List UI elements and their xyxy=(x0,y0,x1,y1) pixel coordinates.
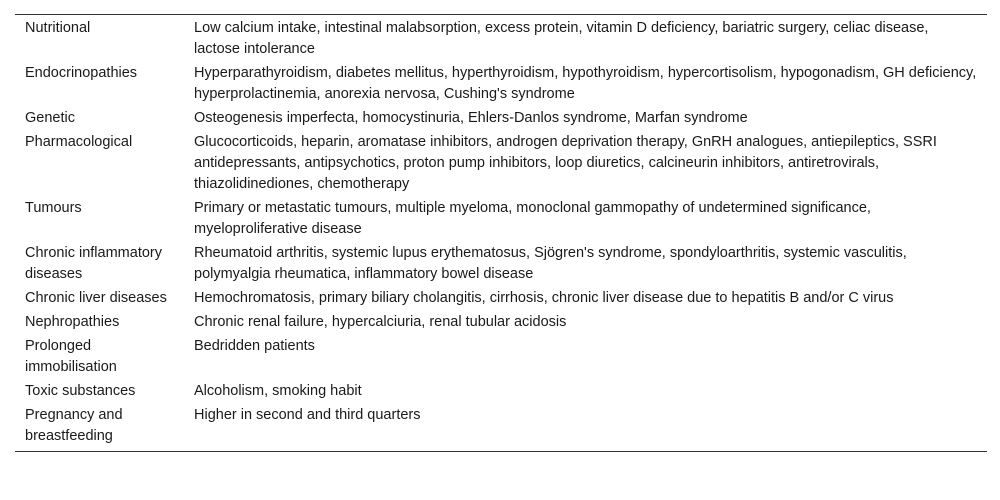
category-cell: Chronic inflammatory diseases xyxy=(25,245,162,282)
table-row xyxy=(15,106,987,130)
category-cell: Toxic substances xyxy=(25,383,136,399)
table-row xyxy=(15,130,987,196)
causes-cell: Low calcium intake, intestinal malabsorption, excess protein, vitamin D deficiency, bariatric surgery, celiac disease, lactose intolerance xyxy=(194,20,929,57)
table-row xyxy=(15,403,987,452)
causes-cell: Glucocorticoids, heparin, aromatase inhibitors, androgen deprivation therapy, GnRH analogues, antiepileptics, SSRI antidepressants, antipsychotics, proton pump inhibitors, loop diuretics, calcineurin inhibitors, antiretrovirals, thiazolidinediones, chemotherapy xyxy=(194,134,937,192)
table-row xyxy=(15,286,987,310)
category-cell: Chronic liver diseases xyxy=(25,290,167,306)
category-cell: Endocrinopathies xyxy=(25,65,138,81)
category-cell: Tumours xyxy=(25,200,82,216)
secondary-osteoporosis-causes-table-container xyxy=(15,14,987,452)
category-cell: Pregnancy and breastfeeding xyxy=(25,407,123,444)
causes-table xyxy=(15,14,987,452)
causes-cell: Chronic renal failure, hypercalciuria, renal tubular acidosis xyxy=(194,314,567,330)
category-cell: Genetic xyxy=(25,110,75,126)
table-row xyxy=(15,310,987,334)
table-row xyxy=(15,241,987,286)
causes-cell: Primary or metastatic tumours, multiple myeloma, monoclonal gammopathy of undetermined significance, myeloproliferative disease xyxy=(194,200,871,237)
table-row xyxy=(15,61,987,106)
category-cell: Nephropathies xyxy=(25,314,120,330)
causes-cell: Rheumatoid arthritis, systemic lupus erythematosus, Sjögren's syndrome, spondyloarthritis, systemic vasculitis, polymyalgia rheumatica, inflammatory bowel disease xyxy=(194,245,907,282)
category-cell: Pharmacological xyxy=(25,134,133,150)
table-row xyxy=(15,379,987,403)
causes-table-body xyxy=(15,15,987,452)
table-row xyxy=(15,15,987,62)
table-row xyxy=(15,196,987,241)
causes-cell: Osteogenesis imperfecta, homocystinuria, Ehlers-Danlos syndrome, Marfan syndrome xyxy=(194,110,748,126)
causes-cell: Higher in second and third quarters xyxy=(194,407,421,423)
causes-cell: Bedridden patients xyxy=(194,338,315,354)
causes-cell: Alcoholism, smoking habit xyxy=(194,383,362,399)
category-cell: Nutritional xyxy=(25,20,91,36)
causes-cell: Hyperparathyroidism, diabetes mellitus, hyperthyroidism, hypothyroidism, hypercortisolism, hypogonadism, GH deficiency, hyperprolactinemia, anorexia nervosa, Cushing's syndrome xyxy=(194,65,977,102)
category-cell: Prolonged immobilisation xyxy=(25,338,117,375)
causes-cell: Hemochromatosis, primary biliary cholangitis, cirrhosis, chronic liver disease due to hepatitis B and/or C virus xyxy=(194,290,894,306)
table-row xyxy=(15,334,987,379)
